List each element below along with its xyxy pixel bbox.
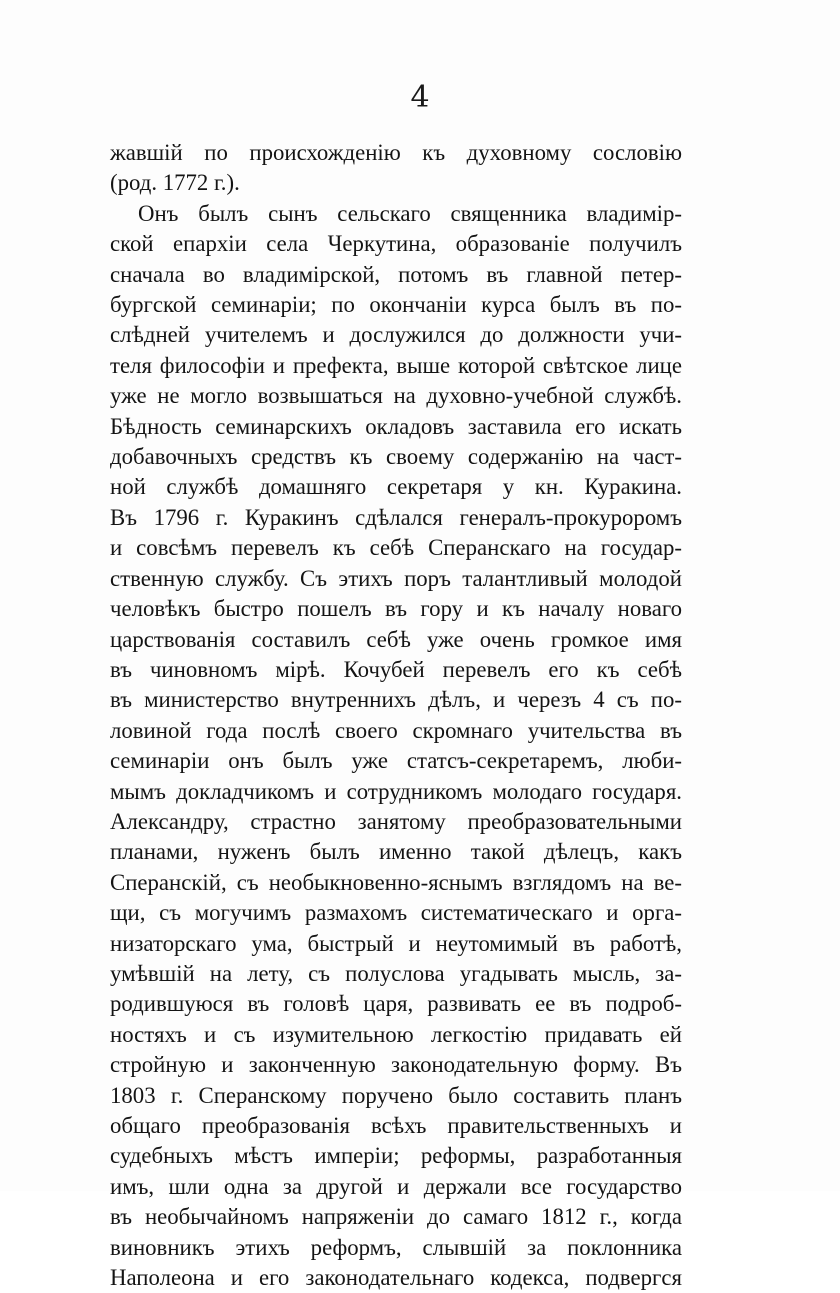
text-line: стройную и законченную законодательную форму. Въ <box>110 1052 682 1078</box>
text-line: Бѣдность семинарскихъ окладовъ заставила его искать <box>110 413 682 439</box>
text-line: уже не могло возвышаться на духовно-учебной службѣ. <box>110 383 682 409</box>
text-line: Въ 1796 г. Куракинъ сдѣлался генералъ-прокуроромъ <box>110 504 682 530</box>
text-line: бургской семинарiи; по окончанiи курса былъ въ по- <box>110 292 682 318</box>
text-line: ственную службу. Съ этихъ поръ талантливый молодой <box>110 565 682 591</box>
text-line: низаторскаго ума, быстрый и неутомимый въ работѣ, <box>110 930 682 956</box>
text-line: щи, съ могучимъ размахомъ систематическаго и орга- <box>110 900 682 926</box>
text-line: 1803 г. Сперанскому поручено было составить планъ <box>110 1082 682 1108</box>
text-line: слѣдней учителемъ и дослужился до должности учи- <box>110 322 682 348</box>
text-line: Онъ былъ сынъ сельскаго священника владимiр- <box>138 200 682 226</box>
text-line: родившуюся въ головѣ царя, развивать ее въ подроб- <box>110 991 682 1017</box>
text-line: умѣвшiй на лету, съ полуслова угадывать мысль, за- <box>110 960 682 986</box>
text-line: виновникъ этихъ реформъ, слывшiй за поклонника <box>110 1234 682 1260</box>
text-line: въ министерство внутреннихъ дѣлъ, и черезъ 4 съ по- <box>110 687 682 713</box>
text-line: и совсѣмъ перевелъ къ себѣ Сперанскаго на государ- <box>110 535 682 561</box>
text-line: мымъ докладчикомъ и сотрудникомъ молодаго государя. <box>110 778 682 804</box>
text-line: сначала во владимiрской, потомъ въ главной петер- <box>110 261 682 287</box>
text-line: имъ, шли одна за другой и держали все государство <box>110 1173 682 1199</box>
text-line: Сперанскiй, съ необыкновенно-яснымъ взглядомъ на ве- <box>110 869 682 895</box>
text-line: теля философiи и префекта, выше которой свѣтское лице <box>110 352 682 378</box>
text-line: судебныхъ мѣстъ имперiи; реформы, разработанныя <box>110 1143 682 1169</box>
text-line: ностяхъ и съ изумительною легкостiю придавать ей <box>110 1021 682 1047</box>
text-line: царствованiя составилъ себѣ уже очень громкое имя <box>110 626 682 652</box>
page-number: 4 <box>410 80 430 115</box>
text-line: Наполеона и его законодательнаго кодекса, подвергся <box>110 1265 682 1291</box>
text-line: въ чиновномъ мiрѣ. Кочубей перевелъ его къ себѣ <box>110 656 682 682</box>
text-line: (род. 1772 г.). <box>110 170 240 196</box>
text-line: въ необычайномъ напряженiи до самаго 1812 г., когда <box>110 1204 682 1230</box>
text-line: планами, нуженъ былъ именно такой дѣлецъ, какъ <box>110 839 682 865</box>
text-line: ской епархiи села Черкутина, образованiе получилъ <box>110 231 682 257</box>
text-line: семинарiи онъ былъ уже статсъ-секретаремъ, люби- <box>110 748 682 774</box>
text-line: добавочныхъ средствъ къ своему содержанiю на част- <box>110 444 682 470</box>
text-line: ловиной года послѣ своего скромнаго учительства въ <box>110 717 682 743</box>
text-line: Александру, страстно занятому преобразовательными <box>110 808 682 834</box>
body-text <box>110 138 682 1293</box>
text-line: человѣкъ быстро пошелъ въ гору и къ началу новаго <box>110 596 682 622</box>
text-line: общаго преобразованiя всѣхъ правительственныхъ и <box>110 1113 682 1138</box>
text-line: ной службѣ домашняго секретаря у кн. Куракина. <box>110 474 682 500</box>
text-line: жавшiй по происхожденiю къ духовному сословiю <box>110 140 682 165</box>
